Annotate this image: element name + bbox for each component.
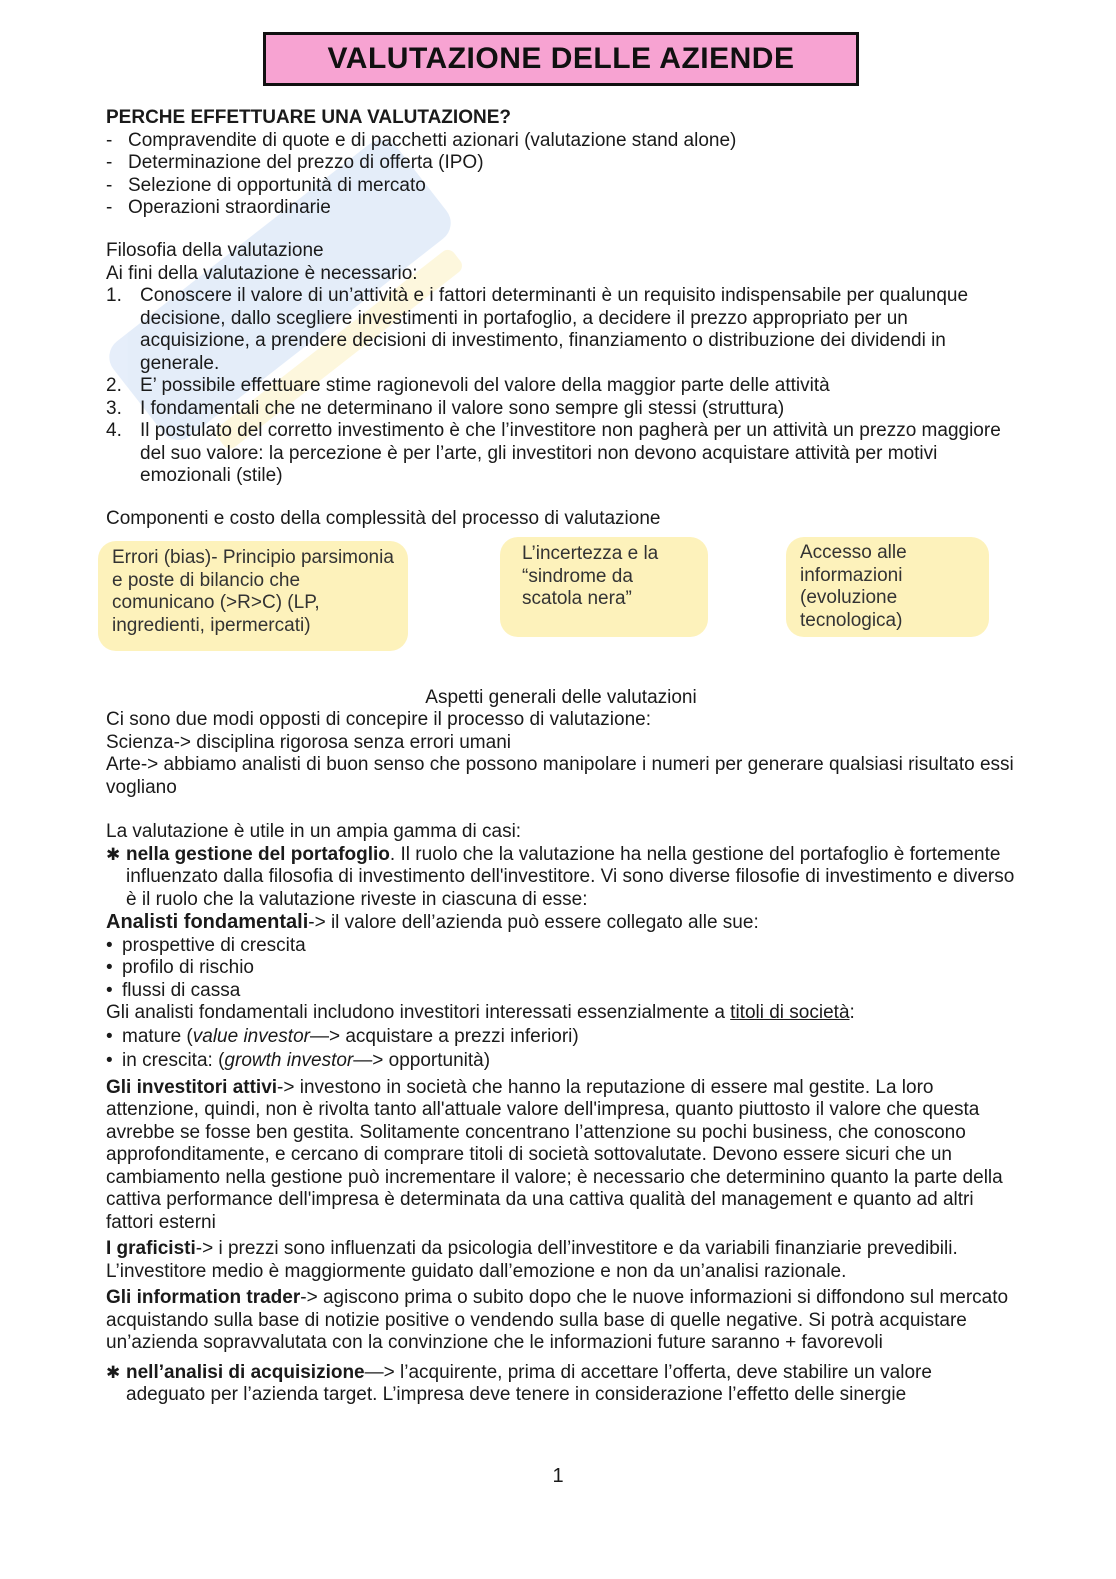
list-item: • in crescita: (growth investor—> opportunità) — [106, 1050, 491, 1071]
uses-intro: La valutazione è utile in un ampia gamma di casi: — [106, 821, 522, 842]
general-line: Scienza-> disciplina rigorosa senza errori umani — [106, 731, 511, 753]
component-box-uncertainty: L’incertezza e la “sindrome da scatola nera” — [500, 537, 708, 637]
active-investors: Gli investitori attivi-> investono in società che hanno la reputazione di essere mal gestite. La loro attenzione, quindi, non è rivolta tanto all'attuale valore dell'impresa, quanto piuttosto il valore che questa avrebbe se fosse ben gestita. Solitamente concentrano l’attenzione su pochi business, che conoscono approfonditamente, e cercano di comprare titoli di società sottovalutate. Devono essere sicuri che un cambiamento nella gestione può incrementare il valore; è necessario che determinino quanto la parte della cattiva performance dell'impresa è determinata da una cattiva qualità del management e quanto ad altri fattori esterni — [106, 1076, 1003, 1233]
why-section — [106, 107, 1016, 220]
fundamental-more: Gli analisti fondamentali includono investitori interessati essenzialmente a titoli di società: — [106, 1002, 855, 1023]
general-line: Arte-> abbiamo analisti di buon senso che possono manipolare i numeri per generare qualsiasi risultato essi vogliano — [106, 754, 1014, 798]
acquisition-list — [106, 1362, 1016, 1407]
philosophy-intro: Ai fini della valutazione è necessario: — [106, 262, 418, 284]
general-section — [106, 709, 1016, 799]
components-heading: Componenti e costo della complessità del processo di valutazione — [106, 508, 661, 529]
list-item: 4. Il postulato del corretto investimento è che l’investitore non pagherà per un attività un prezzo maggiore del suo valore: la percezione è per l’arte, gli investitori non devono acquistare attività per motivi emozionali (stile) — [106, 420, 1001, 486]
list-item: - Determinazione del prezzo di offerta (IPO) — [106, 152, 484, 173]
list-item: 2. E’ possibile effettuare stime ragionevoli del valore della maggior parte delle attività — [106, 375, 830, 396]
list-item: - Compravendite di quote e di pacchetti azionari (valutazione stand alone) — [106, 129, 737, 151]
list-item: • flussi di cassa — [106, 979, 241, 1001]
general-heading: Aspetti generali delle valutazioni — [425, 687, 697, 708]
information-traders: Gli information trader-> agiscono prima o subito dopo che le nuove informazioni si diffondono sul mercato acquistando sulla base di notizie positive o vendendo sulla base di quelle negative. Si potrà acquistare un’azienda sopravvalutata con la convinzione che le informazioni future saranno + favorevoli — [106, 1287, 1009, 1353]
uses-section — [106, 821, 1016, 1407]
list-item: ✱ nella gestione del portafoglio. Il ruolo che la valutazione ha nella gestione del portafoglio è fortemente influenzato dalla filosofia di investimento dell'investitore. Vi sono diverse filosofie di investimento e diverso è il ruolo che la valutazione riveste in ciascuna di esse: — [106, 843, 1015, 910]
list-item: • prospettive di crescita — [106, 934, 306, 956]
page-title: VALUTAZIONE DELLE AZIENDE — [263, 32, 859, 86]
fundamental-list — [106, 935, 1016, 1003]
list-item: 3. I fondamentali che ne determinano il valore sono sempre gli stessi (struttura) — [106, 397, 785, 419]
portfolio-list — [106, 844, 1016, 912]
why-heading: PERCHE EFFETTUARE UNA VALUTAZIONE? — [106, 107, 511, 128]
chartists: I graficisti-> i prezzi sono influenzati da psicologia dell’investitore e da variabili finanziarie prevedibili. L’investitore medio è maggiormente guidato dall’emozione e non da un’analisi razionale. — [106, 1238, 958, 1282]
general-line: Ci sono due modi opposti di concepire il processo di valutazione: — [106, 709, 651, 730]
philosophy-heading: Filosofia della valutazione — [106, 240, 324, 261]
list-item: • profilo di rischio — [106, 957, 254, 978]
why-list — [106, 130, 1016, 220]
page-number: 1 — [552, 1465, 564, 1487]
fundamental-analysts: Analisti fondamentali-> il valore dell’azienda può essere collegato alle sue: — [106, 911, 759, 933]
list-item: - Selezione di opportunità di mercato — [106, 174, 426, 196]
list-item: • mature (value investor—> acquistare a prezzi inferiori) — [106, 1025, 579, 1047]
philosophy-section — [106, 240, 1016, 488]
list-item: 1. Conoscere il valore di un’attività e i fattori determinanti è un requisito indispensabile per qualunque decisione, dallo scegliere investimenti in portafoglio, a decidere il prezzo appropriato per un acquisizione, a prendere decisioni di investimento, finanziamento o distribuzione dei dividendi in generale. — [106, 285, 969, 374]
philosophy-list — [106, 285, 1016, 488]
investor-type-list — [106, 1026, 1016, 1073]
list-item: - Operazioni straordinarie — [106, 197, 331, 218]
component-box-bias: Errori (bias)- Principio parsimonia e poste di bilancio che comunicano (>R>C) (LP, ingredienti, ipermercati) — [98, 541, 408, 651]
list-item: ✱ nell’analisi di acquisizione—> l’acquirente, prima di accettare l’offerta, deve stabilire un valore adeguato per l’azienda target. L’impresa deve tenere in considerazione l’effetto delle sinergie — [106, 1361, 932, 1405]
component-box-information: Accesso alle informazioni (evoluzione tecnologica) — [786, 537, 989, 637]
